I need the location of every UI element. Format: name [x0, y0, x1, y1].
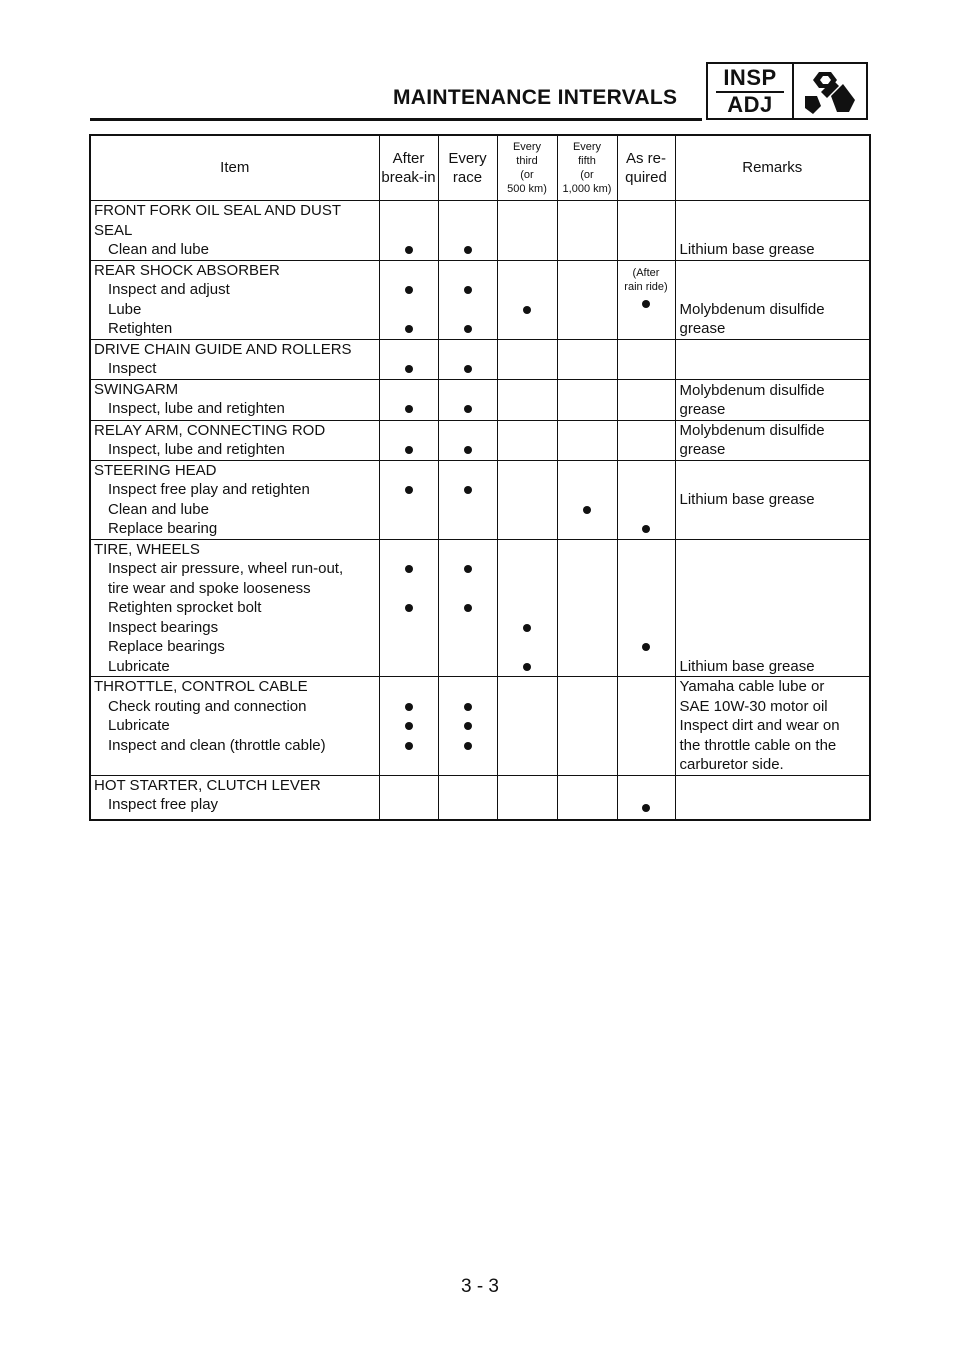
- col-fifth-line-1: Every: [572, 141, 602, 153]
- mark-cell: [438, 460, 497, 539]
- mark-cell: [438, 260, 497, 339]
- mark-cell: [379, 379, 438, 420]
- mark-cell: [497, 420, 557, 460]
- col-every-third: [497, 135, 557, 201]
- check-mark: [405, 246, 413, 254]
- check-mark: [405, 286, 413, 294]
- title-rule: [90, 118, 702, 121]
- col-every-fifth: [557, 135, 617, 201]
- check-mark: [523, 624, 531, 632]
- col-every-race: [438, 135, 497, 201]
- check-mark: [642, 804, 650, 812]
- mark-cell: [557, 379, 617, 420]
- mark-cell: [617, 339, 675, 379]
- mark-cell: [497, 677, 557, 776]
- col-after-break-in: [379, 135, 438, 201]
- row-subitem: Retighten: [108, 320, 173, 337]
- col-fifth-line-4: 1,000 km): [562, 183, 612, 195]
- remark-text: Molybdenum disulfide: [679, 300, 825, 318]
- mark-cell: [557, 539, 617, 677]
- row-heading: FRONT FORK OIL SEAL AND DUST: [94, 202, 341, 219]
- remark-text: Lithium base grease: [679, 241, 815, 258]
- item-cell: [90, 201, 379, 261]
- mark-cell: [617, 260, 675, 339]
- mark-cell: [497, 339, 557, 379]
- check-mark: [405, 365, 413, 373]
- remarks-cell: [675, 460, 870, 539]
- table-row: [90, 379, 870, 420]
- row-subitem: Inspect: [108, 360, 157, 377]
- mark-cell: [379, 775, 438, 820]
- check-mark: [464, 246, 472, 254]
- mark-cell: [438, 775, 497, 820]
- col-as-required: [617, 135, 675, 201]
- row-subitem: Inspect bearings: [108, 618, 219, 636]
- table-row: [90, 420, 870, 460]
- mark-cell: [497, 775, 557, 820]
- page-number: 3 - 3: [460, 1276, 500, 1297]
- remarks-cell: [675, 339, 870, 379]
- check-mark: [464, 486, 472, 494]
- check-mark: [642, 525, 650, 533]
- check-mark: [583, 506, 591, 514]
- check-mark: [405, 486, 413, 494]
- check-mark: [464, 722, 472, 730]
- mark-cell: [438, 201, 497, 261]
- remark-text: the throttle cable on the: [679, 736, 837, 754]
- row-heading: REAR SHOCK ABSORBER: [94, 261, 280, 279]
- check-mark: [405, 446, 413, 454]
- mark-cell: [379, 260, 438, 339]
- remarks-cell: [675, 539, 870, 677]
- mark-cell: [617, 420, 675, 460]
- mark-cell: [438, 379, 497, 420]
- mark-cell: [617, 539, 675, 677]
- check-mark: [405, 325, 413, 333]
- remark-text: Molybdenum disulfide: [679, 381, 825, 399]
- mark-cell: [617, 775, 675, 820]
- mark-cell: [497, 201, 557, 261]
- mark-cell: [379, 339, 438, 379]
- item-cell: [90, 677, 379, 776]
- col-after-line-1: After: [392, 149, 425, 167]
- item-cell: [90, 339, 379, 379]
- note-text: rain ride): [624, 280, 668, 293]
- mark-cell: [617, 379, 675, 420]
- remarks-cell: [675, 775, 870, 820]
- check-mark: [405, 742, 413, 750]
- remarks-cell: [675, 677, 870, 776]
- remarks-cell: [675, 201, 870, 261]
- remarks-cell: [675, 379, 870, 420]
- mark-cell: [379, 539, 438, 677]
- check-mark: [464, 604, 472, 612]
- remarks-cell: [675, 260, 870, 339]
- remark-text: grease: [679, 441, 726, 458]
- check-mark: [464, 405, 472, 413]
- mark-cell: [497, 260, 557, 339]
- col-race-line-2: race: [452, 169, 483, 186]
- col-third-line-1: Every: [512, 141, 542, 153]
- mark-cell: [617, 460, 675, 539]
- check-mark: [464, 742, 472, 750]
- check-mark: [405, 565, 413, 573]
- mark-cell: [438, 539, 497, 677]
- remark-text: Molybdenum disulfide: [679, 421, 825, 439]
- col-item: Item: [90, 135, 379, 201]
- mark-cell: [379, 201, 438, 261]
- mark-cell: [438, 677, 497, 776]
- check-mark: [642, 300, 650, 308]
- remark-text: Lithium base grease: [679, 657, 815, 675]
- row-subitem: Replace bearings: [108, 638, 225, 655]
- col-req-line-1: As re-: [625, 149, 666, 167]
- check-mark: [464, 286, 472, 294]
- mark-cell: [497, 460, 557, 539]
- row-subitem: Replace bearing: [108, 520, 218, 537]
- col-fifth-line-2: fifth: [578, 155, 596, 167]
- row-subitem: Check routing and connection: [108, 697, 307, 715]
- row-subitem: Lube: [108, 300, 142, 318]
- wrench-nut-icon: [794, 64, 866, 118]
- table-row: [90, 201, 870, 261]
- check-mark: [464, 565, 472, 573]
- badge-text: [708, 64, 794, 118]
- mark-cell: [438, 339, 497, 379]
- row-subitem: Inspect free play and retighten: [108, 481, 310, 498]
- remarks-cell: [675, 420, 870, 460]
- table-row: [90, 539, 870, 677]
- col-third-line-2: third: [516, 155, 538, 167]
- mark-cell: [557, 420, 617, 460]
- row-heading: SWINGARM: [94, 380, 179, 398]
- check-mark: [523, 306, 531, 314]
- mark-cell: [557, 260, 617, 339]
- remark-text: carburetor side.: [679, 756, 784, 773]
- row-subitem: Lubricate: [108, 657, 170, 675]
- row-subitem: tire wear and spoke looseness: [108, 579, 311, 597]
- mark-cell: [497, 379, 557, 420]
- mark-cell: [379, 420, 438, 460]
- table-row: [90, 775, 870, 820]
- remark-text: SAE 10W-30 motor oil: [679, 697, 828, 715]
- remark-text: grease: [679, 401, 726, 418]
- row-subitem: Inspect and clean (throttle cable): [108, 736, 326, 754]
- row-subitem: Inspect, lube and retighten: [108, 441, 285, 458]
- row-subitem: Inspect air pressure, wheel run-out,: [108, 560, 344, 577]
- table-row: [90, 677, 870, 776]
- check-mark: [523, 663, 531, 671]
- row-subitem: Inspect, lube and retighten: [108, 400, 285, 417]
- col-after-line-2: break-in: [381, 169, 436, 186]
- row-subitem: Clean and lube: [108, 241, 209, 258]
- col-fifth-line-3: (or: [580, 169, 594, 181]
- mark-cell: [617, 677, 675, 776]
- maintenance-table: [89, 134, 871, 821]
- row-heading: RELAY ARM, CONNECTING ROD: [94, 421, 326, 439]
- row-subitem: Retighten sprocket bolt: [108, 599, 262, 616]
- check-mark: [464, 325, 472, 333]
- mark-cell: [557, 775, 617, 820]
- note-text: (After: [632, 266, 660, 279]
- row-subitem: Inspect free play: [108, 796, 219, 813]
- remark-text: grease: [679, 320, 726, 337]
- col-third-line-4: 500 km): [507, 183, 547, 195]
- mark-cell: [379, 460, 438, 539]
- check-mark: [405, 405, 413, 413]
- item-cell: [90, 260, 379, 339]
- col-req-line-2: quired: [625, 169, 667, 186]
- check-mark: [405, 703, 413, 711]
- remark-text: Inspect dirt and wear on: [679, 717, 840, 734]
- table-header-row: [90, 135, 870, 201]
- row-heading: THROTTLE, CONTROL CABLE: [94, 678, 308, 695]
- row-heading: TIRE, WHEELS: [94, 540, 200, 558]
- page-title: MAINTENANCE INTERVALS: [393, 86, 678, 109]
- item-cell: [90, 379, 379, 420]
- row-heading: STEERING HEAD: [94, 461, 217, 479]
- badge-top-label: INSP: [716, 66, 784, 93]
- check-mark: [464, 365, 472, 373]
- mark-cell: [617, 201, 675, 261]
- mark-cell: [497, 539, 557, 677]
- check-mark: [405, 722, 413, 730]
- item-cell: [90, 420, 379, 460]
- col-race-line-1: Every: [448, 149, 487, 167]
- check-mark: [464, 446, 472, 454]
- row-heading: HOT STARTER, CLUTCH LEVER: [94, 776, 321, 794]
- remark-text: Yamaha cable lube or: [679, 678, 825, 695]
- mark-cell: [379, 677, 438, 776]
- row-subitem: Clean and lube: [108, 500, 209, 518]
- remark-text: Lithium base grease: [679, 490, 815, 508]
- mark-cell: [438, 420, 497, 460]
- mark-cell: [557, 339, 617, 379]
- col-third-line-3: (or: [520, 169, 534, 181]
- col-remarks: Remarks: [675, 135, 870, 201]
- row-subitem: Lubricate: [108, 717, 170, 734]
- item-cell: [90, 539, 379, 677]
- item-cell: [90, 775, 379, 820]
- mark-cell: [557, 201, 617, 261]
- check-mark: [405, 604, 413, 612]
- mark-cell: [557, 677, 617, 776]
- badge-bottom-label: ADJ: [727, 91, 773, 117]
- item-cell: [90, 460, 379, 539]
- insp-adj-badge: [706, 62, 868, 120]
- table-row: [90, 260, 870, 339]
- row-subitem: Inspect and adjust: [108, 281, 230, 298]
- row-heading: SEAL: [94, 221, 133, 239]
- table-row: [90, 460, 870, 539]
- check-mark: [642, 643, 650, 651]
- check-mark: [464, 703, 472, 711]
- row-heading: DRIVE CHAIN GUIDE AND ROLLERS: [94, 340, 352, 358]
- mark-cell: [557, 460, 617, 539]
- table-row: [90, 339, 870, 379]
